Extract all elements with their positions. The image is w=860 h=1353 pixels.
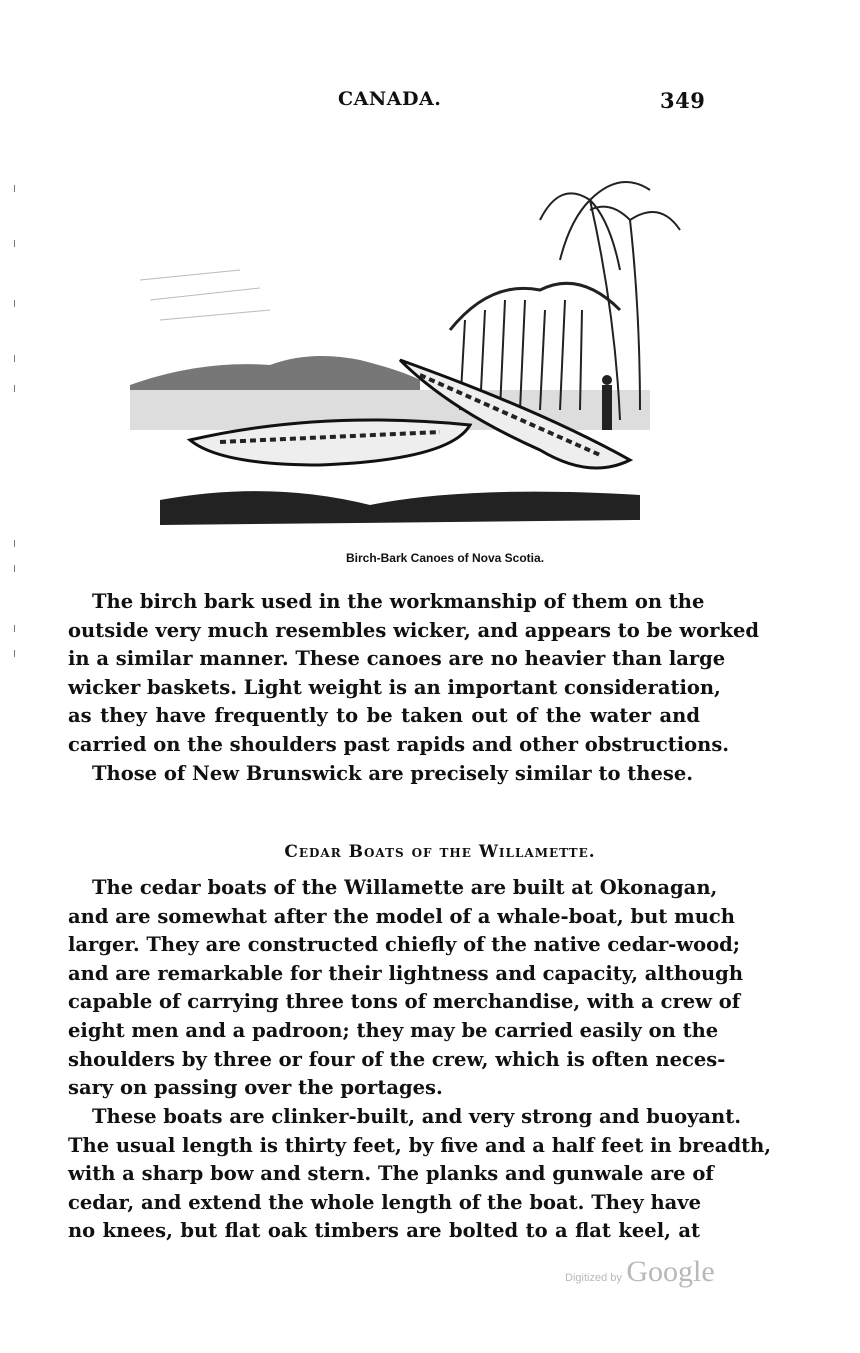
palm-trees [450,182,680,420]
text-line: Those of New Brunswick are precisely similar to these. [92,762,694,785]
margin-mark [14,355,15,362]
digitized-watermark [565,1255,715,1289]
foreground-shore [160,491,640,525]
margin-mark [14,385,15,392]
text-line: in a similar manner. These canoes are no heavier than large [68,647,726,671]
text-line: wicker baskets. Light weight is an important consideration, [68,675,721,699]
text-line: carried on the shoulders past rapids and other obstructions. [68,732,730,756]
margin-mark [14,540,15,547]
text-line: with a sharp bow and stern. The planks and gunwale are of [68,1162,714,1186]
margin-mark [14,625,15,632]
google-logo: Google [626,1255,715,1288]
text-line: capable of carrying three tons of merchandise, with a crew of [68,990,741,1014]
paragraph-3 [68,874,743,1103]
text-line: The cedar boats of the Willamette are built at Okonagan, [92,876,718,899]
margin-mark [14,300,15,307]
margin-mark [14,565,15,572]
text-line: sary on passing over the portages. [68,1076,443,1100]
text-line: These boats are clinker-built, and very strong and buoyant. [92,1105,742,1128]
watermark-prefix: Digitized by [565,1272,622,1284]
text-line: The birch bark used in the workmanship of them on the [92,590,705,613]
paragraph-1 [68,588,759,760]
text-line: outside very much resembles wicker, and appears to be worked [68,618,759,642]
figure-caption: Birch-Bark Canoes of Nova Scotia. [345,551,545,565]
canoe-illustration [120,160,690,540]
margin-mark [14,185,15,192]
text-line: larger. They are constructed chiefly of the native cedar-wood; [68,933,740,957]
page-number: 349 [660,88,706,113]
text-line: as they have frequently to be taken out of the water and [68,704,700,728]
section-heading: Cedar Boats of the Willamette. [284,842,596,862]
text-line: and are remarkable for their lightness and capacity, although [68,961,743,985]
running-title: CANADA. [338,88,442,110]
text-line: and are somewhat after the model of a whale-boat, but much [68,904,735,928]
text-line: The usual length is thirty feet, by five and a half feet in breadth, [68,1133,772,1157]
standing-figure [602,375,612,430]
margin-mark [14,650,15,657]
text-line: shoulders by three or four of the crew, which is often neces- [68,1047,726,1071]
sky-hatching [140,270,270,320]
paragraph-4 [68,1103,772,1246]
margin-mark [14,240,15,247]
text-line: eight men and a padroon; they may be carried easily on the [68,1018,719,1042]
paragraph-2 [68,760,700,789]
text-line: no knees, but flat oak timbers are bolted to a flat keel, at [68,1219,700,1243]
text-line: cedar, and extend the whole length of the boat. They have [68,1190,702,1214]
